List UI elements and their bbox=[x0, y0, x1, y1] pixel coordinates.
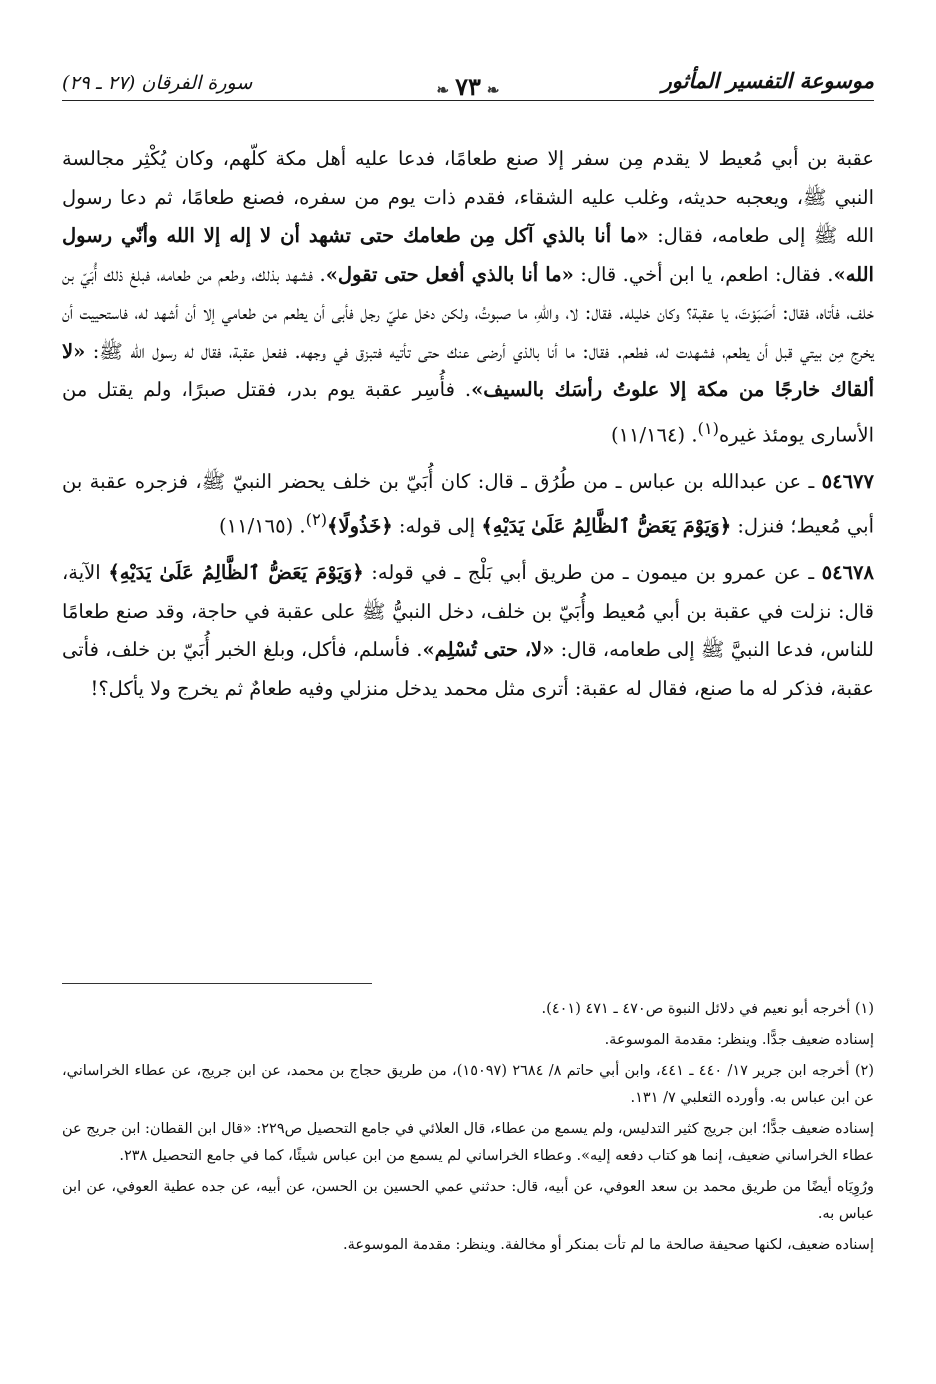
hadith-quote: «ما أنا بالذي آكل مِن طعامك حتى تشهد أن لا إله إلا الله وأنّي رسول الله» bbox=[62, 224, 874, 286]
text-run: ـ عن عبدالله بن عباس ـ من طُرُق ـ قال: كان أُبَيّ بن خلف يحضر النبيّ ﷺ، فزجره عقبة بن أبي مُعيط؛ فنزل: bbox=[62, 469, 874, 538]
main-text bbox=[62, 140, 874, 716]
text-run: إلى قوله: bbox=[392, 514, 482, 538]
encyclopedia-title: موسوعة التفسير المأثور bbox=[661, 68, 874, 93]
text-run: ـ عن عمرو بن ميمون ـ من طريق أبي بَلْج ـ في قوله: bbox=[363, 561, 822, 584]
quran-verse: ﴿وَيَوْمَ يَعَضُّ ٱلظَّالِمُ عَلَىٰ يَدَيْهِ﴾ bbox=[481, 514, 732, 538]
header-rule bbox=[62, 100, 874, 101]
volume-reference: . (١١/١٦٥) bbox=[219, 514, 306, 538]
ornament-icon: ❧ bbox=[486, 81, 500, 99]
footnote-marker: (٢) bbox=[305, 510, 328, 529]
footnote-marker: (١) bbox=[697, 418, 719, 438]
footnote-line: إسناده ضعيف، لكنها صحيفة صالحة ما لم تأت بمنكر أو مخالفة. وينظر: مقدمة الموسوعة. bbox=[343, 1237, 874, 1253]
text-run: . فأسلم، فأكل، وبلغ الخبر أُبَيّ بن خلف، فأتى عقبة، فذكر له ما صنع، فقال له عقبة: أترى مثل محمد يدخل منزلي وفيه طعامٌ ثم يخرج ولا يأكل؟! bbox=[62, 638, 874, 700]
footnote-line: إسناده ضعيف جدًّا؛ ابن جريج كثير التدليس، ولم يسمع من عطاء، قال العلائي في جامع التحصيل ص٢٢٩: «قال ابن القطان: ابن جريج عن عطاء الخراساني ضعيف، إنما هو كتاب دفعه إليه». وعطاء الخراساني لم يسمع من ابن عباس شيئًا، كما في جامع التحصيل ٢٣٨. bbox=[62, 1121, 875, 1164]
paragraph-continuation bbox=[62, 140, 874, 455]
footnote-line: (١) أخرجه أبو نعيم في دلائل النبوة ص٤٧٠ ـ ٤٧١ (٤٠١). bbox=[541, 1001, 874, 1017]
footnote-separator bbox=[62, 983, 372, 984]
volume-reference: . (١١/١٦٤) bbox=[610, 423, 698, 446]
page-number: ٧٣ bbox=[455, 72, 481, 101]
text-run: . فأُسِر عقبة يوم بدر، فقتل صبرًا، ولم يقتل من الأسارى يومئذ غيره bbox=[62, 378, 874, 446]
page-number-group bbox=[431, 72, 506, 101]
surah-title: سورة الفرقان (٢٧ ـ ٢٩) bbox=[62, 72, 253, 94]
ornament-icon: ❧ bbox=[436, 81, 450, 99]
text-run: الآية، قال: نزلت في عقبة بن أبي مُعيط وأُبَيّ بن خلف، دخل النبيُّ ﷺ على عقبة في حاجة، وقد صنع طعامًا للناس، فدعا النبيَّ ﷺ إلى طعامه، قال: bbox=[62, 561, 874, 661]
text-run: عقبة بن أبي مُعيط لا يقدم مِن سفر إلا صنع طعامًا، فدعا عليه أهل مكة كلّهم، وكان يُكْثِر مجالسة النبي ﷺ، ويعجبه حديثه، وغلب عليه الشقاء، فقدم ذات يوم من سفره، فصنع طعامًا، ثم دعا رسول الله ﷺ إلى طعامه، فقال: bbox=[62, 147, 874, 247]
footnotes bbox=[62, 996, 874, 1263]
quran-verse: ﴿وَيَوْمَ يَعَضُّ ٱلظَّالِمُ عَلَىٰ يَدَيْهِ﴾ bbox=[108, 561, 364, 584]
hadith-quote: «لا، حتى تُسْلِم» bbox=[422, 638, 555, 661]
text-run: . فشهد بذلك، وطعم من طعامه، فبلغ ذلك أُبَيّ بن خلف، فأتاه، فقال: أصَبَوْتَ، يا عقبة؟ وكان خليله. فقال: لا، واللهِ، ما صبوتُ، ولكن دخل عليّ رجل فأبى أن يطعم من طعامي إلا أن أشهد له، فاستحييت أن يخرج مِن بيتي قبل أن يطعم، فشهدت له، فطعم. فقال: ما أنا بالذي أرضى عنك حتى تأتيه فتبزق في وجهه. ففعل عقبة، فقال له رسول الله ﷺ: bbox=[62, 262, 874, 363]
page-header bbox=[62, 60, 874, 112]
narration-number: ٥٤٦٧٧ bbox=[821, 469, 874, 493]
footnote-line: (٢) أخرجه ابن جرير ١٧/ ٤٤٠ ـ ٤٤١، وابن أبي حاتم ٨/ ٢٦٨٤ (١٥٠٩٧)، من طريق حجاج بن محمد، عن ابن جريج، عن عطاء الخراساني، عن ابن عباس به. وأورده الثعلبي ٧/ ١٣١. bbox=[62, 1063, 874, 1106]
narration-54678 bbox=[62, 554, 874, 708]
footnote-line: ورُوِيَاه أيضًا من طريق محمد بن سعد العوفي، عن أبيه، قال: حدثني عمي الحسين بن الحسن، عن أبيه، عن جده عطية العوفي، عن ابن عباس به. bbox=[62, 1179, 874, 1222]
hadith-quote: «ما أنا بالذي أفعل حتى تقول» bbox=[325, 262, 574, 286]
narration-54677 bbox=[62, 463, 874, 547]
quran-verse: ﴿خَذُولًا﴾ bbox=[327, 514, 393, 538]
hadith-quote: «لا ألقاك خارجًا من مكة إلا علوتُ رأسَك بالسيف» bbox=[62, 339, 874, 401]
text-run: . فقال: اطعم، يا ابن أخي. قال: bbox=[573, 262, 834, 286]
narration-number: ٥٤٦٧٨ bbox=[821, 561, 875, 584]
footnote-line: إسناده ضعيف جدًّا. وينظر: مقدمة الموسوعة. bbox=[604, 1032, 874, 1048]
